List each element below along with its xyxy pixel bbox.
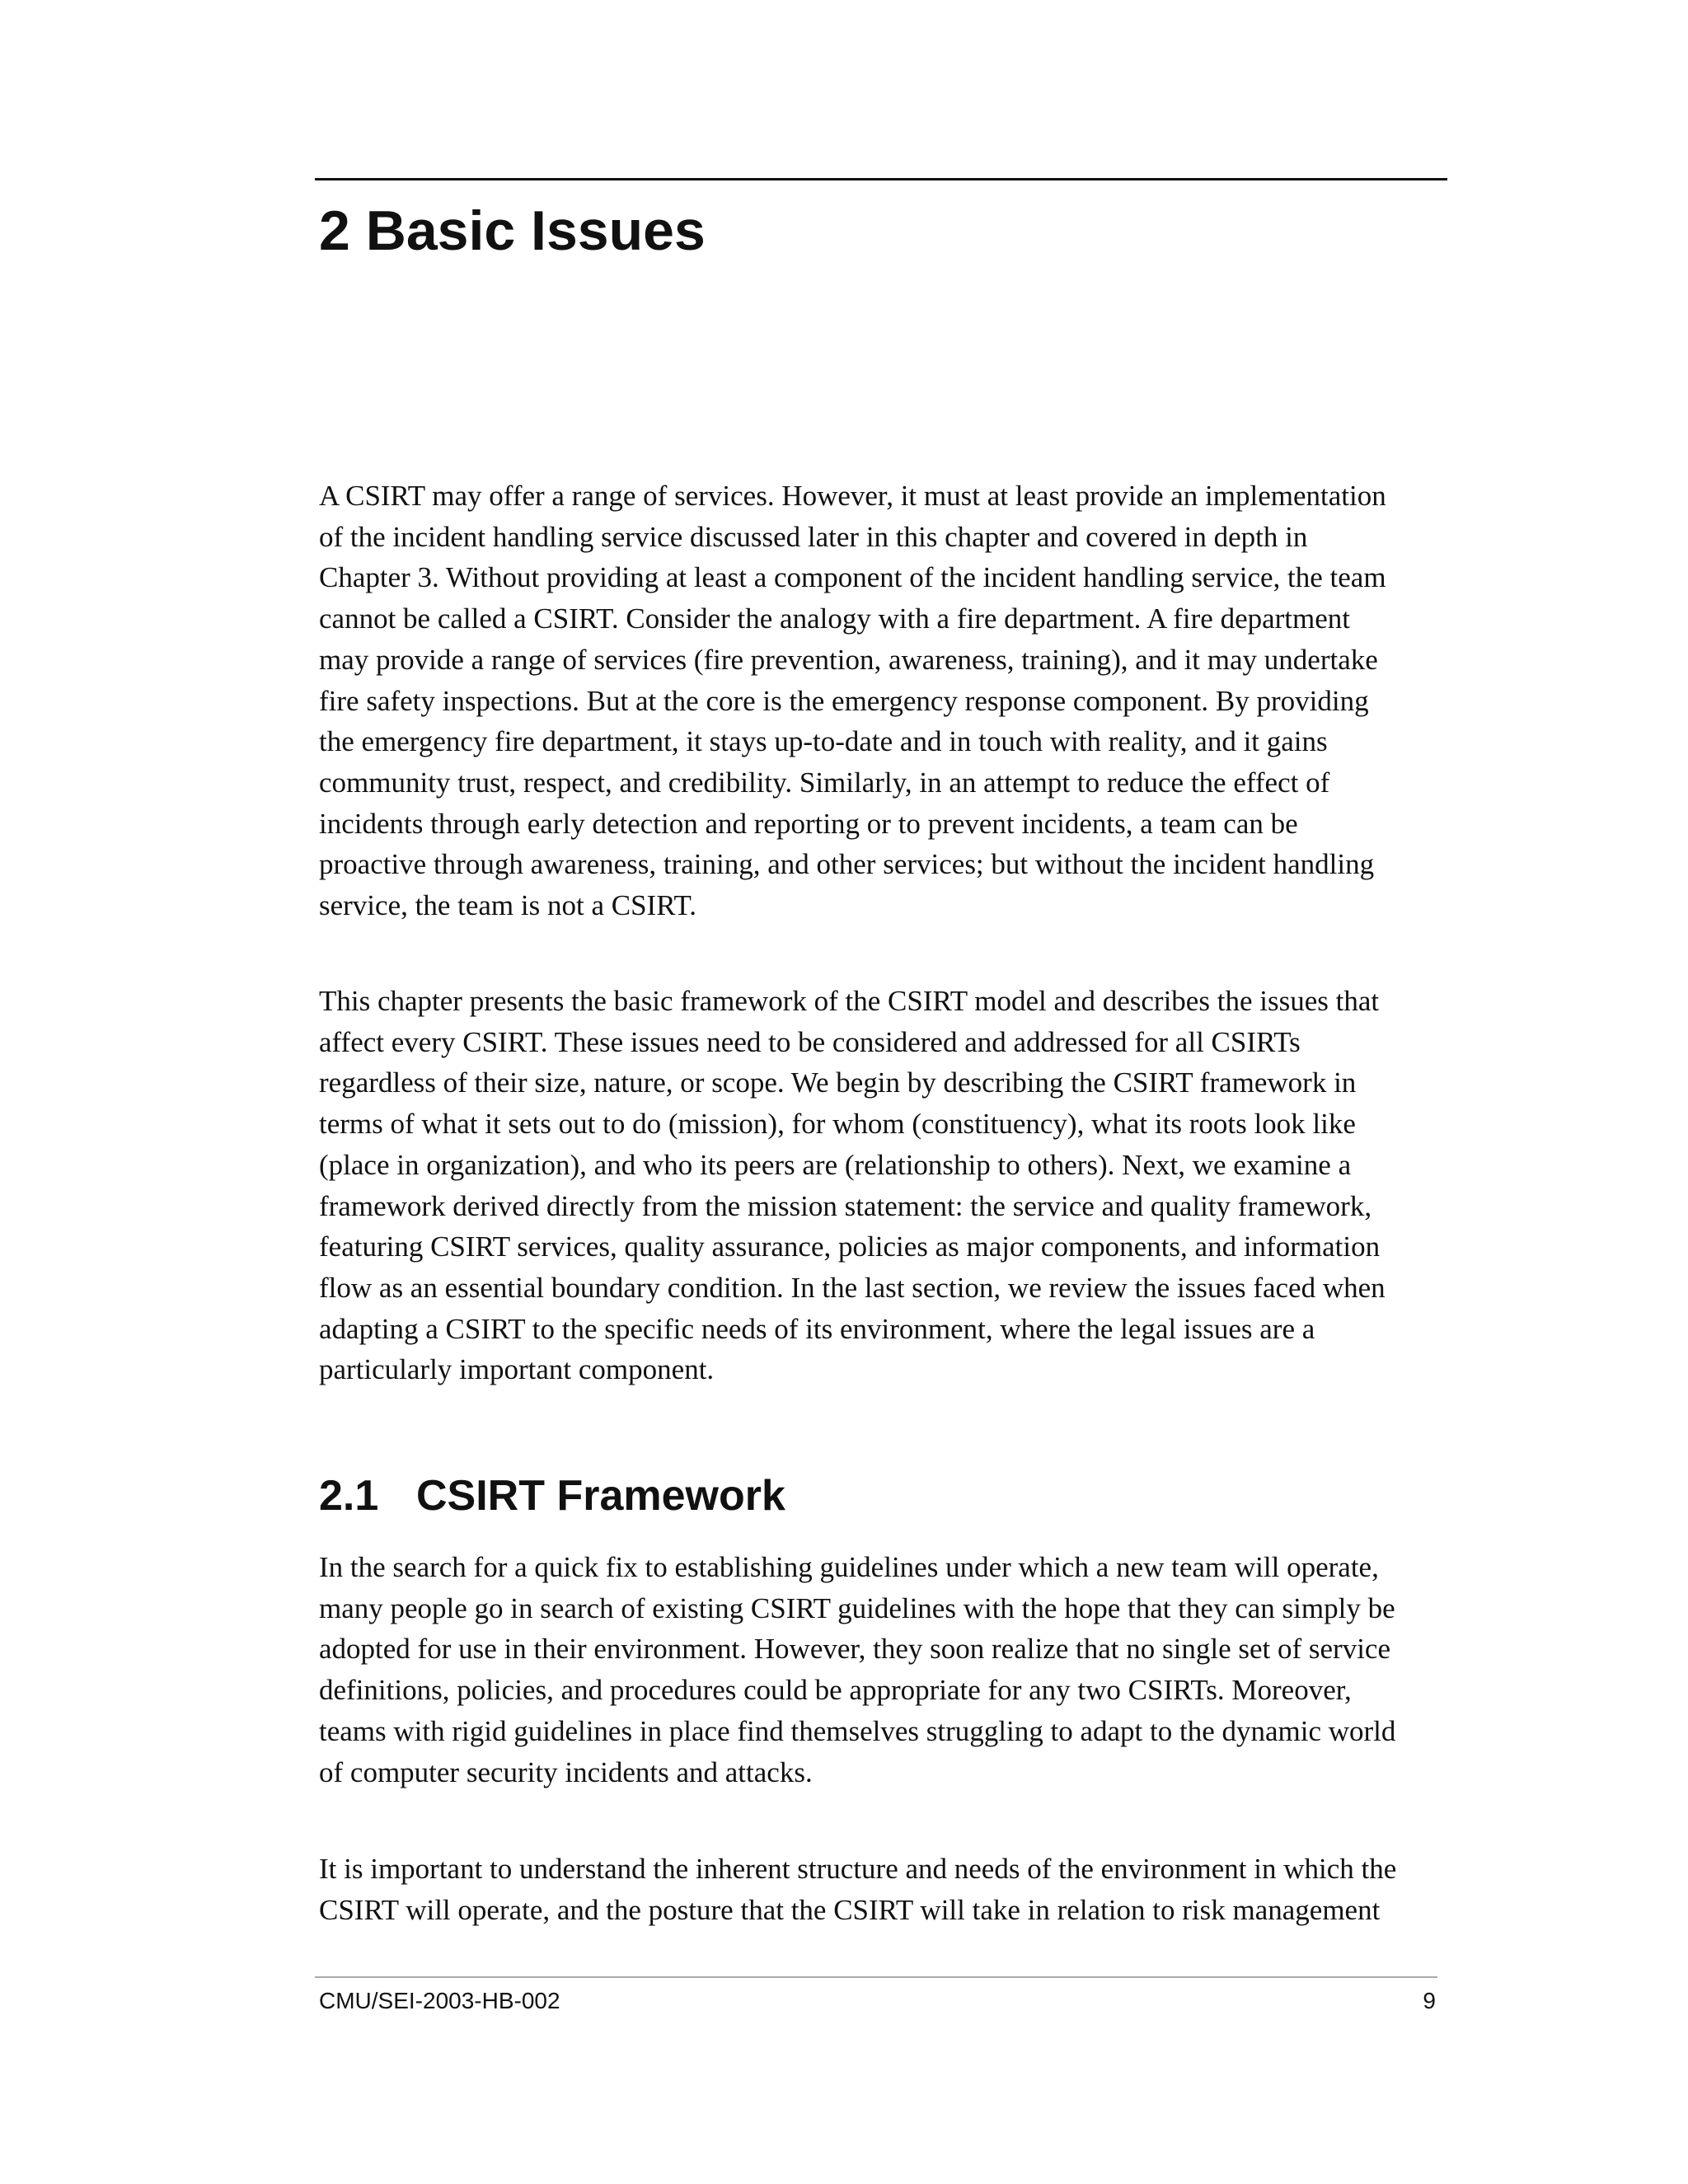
text-line: flow as an essential boundary condition. In the last section, we review the issues faced when — [319, 1271, 1386, 1304]
text-line: service, the team is not a CSIRT. — [319, 889, 696, 922]
text-line: This chapter presents the basic framework of the CSIRT model and describes the issues that — [319, 985, 1380, 1017]
footer-document-id: CMU/SEI-2003-HB-002 — [319, 1988, 560, 2013]
text-line: CSIRT will operate, and the posture that the CSIRT will take in relation to risk management — [319, 1893, 1381, 1926]
text-line: (place in organization), and who its peers are (relationship to others). Next, we examine a — [319, 1148, 1352, 1181]
text-line: particularly important component. — [319, 1353, 715, 1386]
text-line: community trust, respect, and credibility. Similarly, in an attempt to reduce the effect of — [319, 766, 1330, 799]
section-heading — [319, 1467, 785, 1525]
text-line: of computer security incidents and attacks. — [319, 1755, 813, 1788]
paragraph-intro — [319, 476, 1450, 926]
text-line: definitions, policies, and procedures could be appropriate for any two CSIRTs. Moreover, — [319, 1674, 1352, 1707]
text-line: adopted for use in their environment. However, they soon realize that no single set of service — [319, 1633, 1390, 1666]
text-line: of the incident handling service discussed later in this chapter and covered in depth in — [319, 520, 1308, 553]
section-number: 2.1 — [319, 1472, 379, 1520]
text-line: fire safety inspections. But at the core is the emergency response component. By providing — [319, 684, 1369, 717]
text-line: teams with rigid guidelines in place find themselves struggling to adapt to the dynamic world — [319, 1714, 1396, 1747]
text-line: incidents through early detection and reporting or to prevent incidents, a team can be — [319, 807, 1298, 840]
text-line: cannot be called a CSIRT. Consider the analogy with a fire department. A fire department — [319, 602, 1351, 635]
paragraph-framework-intro — [319, 1547, 1450, 1793]
text-line: It is important to understand the inherent structure and needs of the environment in which the — [319, 1853, 1397, 1885]
text-line: featuring CSIRT services, quality assurance, policies as major components, and information — [319, 1230, 1381, 1263]
chapter-top-rule — [315, 178, 1447, 180]
text-line: the emergency fire department, it stays up-to-date and in touch with reality, and it gains — [319, 725, 1328, 758]
text-line: In the search for a quick fix to establishing guidelines under which a new team will operate, — [319, 1551, 1379, 1583]
text-line: A CSIRT may offer a range of services. However, it must at least provide an implementation — [319, 480, 1386, 512]
text-line: affect every CSIRT. These issues need to be considered and addressed for all CSIRTs — [319, 1025, 1301, 1058]
text-line: framework derived directly from the mission statement: the service and quality framework, — [319, 1189, 1372, 1222]
chapter-title: 2 Basic Issues — [319, 199, 706, 262]
text-line: proactive through awareness, training, and other services; but without the incident handling — [319, 848, 1375, 881]
text-line: terms of what it sets out to do (mission), for whom (constituency), what its roots look like — [319, 1108, 1356, 1141]
text-line: may provide a range of services (fire prevention, awareness, training), and it may undertake — [319, 643, 1378, 676]
paragraph-chapter-overview — [319, 981, 1450, 1390]
footer-page-number: 9 — [1423, 1988, 1436, 2013]
paragraph-environment — [319, 1849, 1450, 1930]
text-line: Chapter 3. Without providing at least a component of the incident handling service, the team — [319, 561, 1386, 594]
text-line: regardless of their size, nature, or scope. We begin by describing the CSIRT framework in — [319, 1066, 1357, 1099]
section-title: CSIRT Framework — [416, 1472, 785, 1520]
text-line: adapting a CSIRT to the specific needs of its environment, where the legal issues are a — [319, 1312, 1315, 1345]
text-line: many people go in search of existing CSIRT guidelines with the hope that they can simply be — [319, 1591, 1395, 1624]
footer-rule — [315, 1976, 1437, 1978]
